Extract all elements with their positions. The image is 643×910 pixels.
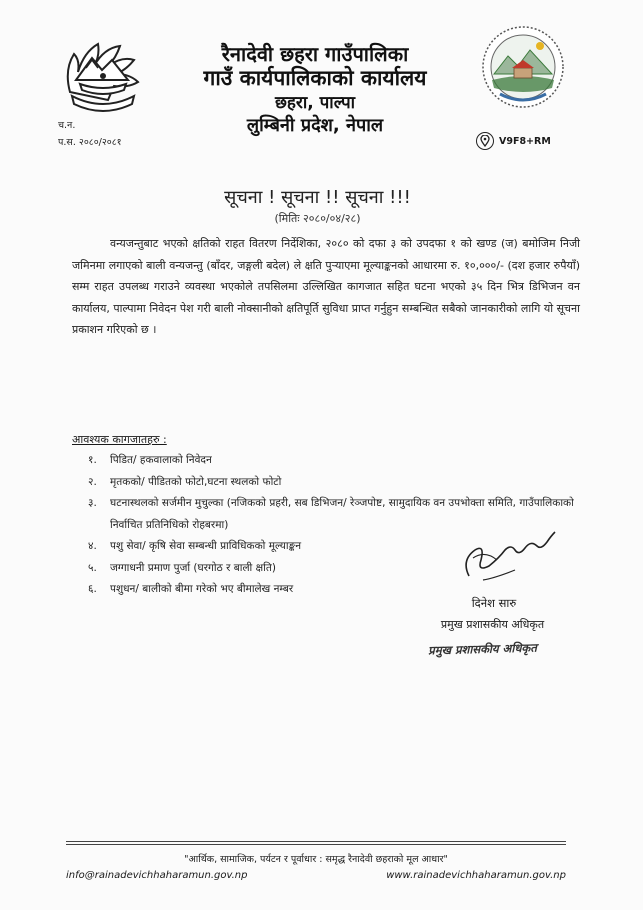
signer-name: दिनेश सारु bbox=[471, 596, 517, 610]
letter-number-label: च.न. bbox=[58, 120, 76, 131]
item-number: १. bbox=[88, 454, 97, 466]
location-pin-icon bbox=[476, 132, 494, 150]
office-name: गाउँ कार्यपालिकाको कार्यालय bbox=[203, 66, 427, 90]
signer-title: प्रमुख प्रशासकीय अधिकृत bbox=[440, 618, 545, 631]
item-text: मृतकको/ पीडितको फोटो,घटना स्थलको फोटो bbox=[110, 475, 282, 488]
municipality-logo-icon bbox=[478, 22, 568, 112]
list-item bbox=[88, 472, 588, 494]
notice-title: सूचना ! सूचना !! सूचना !!! bbox=[224, 187, 411, 208]
plus-code-text: V9F8+RM bbox=[499, 135, 551, 147]
municipality-name: रैनादेवी छहरा गाउँपालिका bbox=[221, 42, 409, 66]
item-text: घटनास्थलको सर्जमीन मुचुल्का (नजिकको प्रहरी, सब डिभिजन/ रेञ्जपोष्ट, सामुदायिक वन उपभोक्ता समिति, गाउँपालिकाको निर्वाचित प्रतिनिधिको रोहबरमा) bbox=[110, 497, 574, 531]
plus-code bbox=[476, 132, 551, 150]
item-number: ५. bbox=[88, 561, 97, 574]
documents-heading: आवश्यक कागजातहरु : bbox=[72, 433, 167, 446]
footer-divider bbox=[66, 841, 566, 842]
footer-divider bbox=[66, 844, 566, 845]
province-country: लुम्बिनी प्रदेश, नेपाल bbox=[246, 115, 384, 136]
item-text: जग्गाधनी प्रमाण पुर्जा (घरगोठ र बाली क्षति) bbox=[110, 561, 276, 574]
item-text: पशुधन/ बालीको बीमा गरेको भए बीमालेख नम्बर bbox=[110, 583, 294, 595]
footer-website: www.rainadevichhaharamun.gov.np bbox=[386, 870, 566, 881]
notice-date: (मितिः २०८०/०४/२८) bbox=[274, 212, 361, 225]
footer-email: info@rainadevichhaharamun.gov.np bbox=[66, 870, 248, 881]
item-number: ३. bbox=[88, 497, 97, 509]
fiscal-year-label: प.स. २०८०/२०८१ bbox=[58, 137, 122, 148]
item-number: ४. bbox=[88, 540, 97, 552]
item-number: ६. bbox=[88, 583, 97, 595]
item-text: पिडित/ हकवालाको निवेदन bbox=[110, 454, 212, 466]
footer-tagline: "आर्थिक, सामाजिक, पर्यटन र पूर्वाधार : समृद्ध रैनादेवी छहराको मूल आधार" bbox=[184, 854, 448, 865]
nepal-emblem-icon bbox=[58, 30, 148, 120]
handwritten-signature bbox=[455, 520, 565, 590]
office-address: छहरा, पाल्पा bbox=[274, 93, 356, 113]
item-number: २. bbox=[88, 475, 97, 488]
notice-body: वन्यजन्तुबाट भएको क्षतिको राहत वितरण निर्देशिका, २०८० को दफा ३ को उपदफा १ को खण्ड (ज) बमोजिम निजी जमिनमा लगाएको बाली वन्यजन्तु (बाँदर, जङ्गली बदेल) ले क्षति पुऱ्याएमा मूल्याङ्कनको आधारमा रु. १०,०००/- (दश हजार रुपैयाँ) सम्म राहत उपलब्ध गराउने व्यवस्था भएकोले तपसिलमा उल्लिखित कागजात सहित घटना भएको ३५ दिन भित्र डिभिजन वन कार्यालय, पाल्पामा निवेदन पेश गरी बाली नोक्सानीको क्षतिपूर्ति सुविधा प्राप्त गर्नुहुन सम्बन्धित सबैको जानकारीको लागि यो सूचना प्रकाशन गरिएको छ । bbox=[72, 237, 580, 336]
official-stamp: प्रमुख प्रशासकीय अधिकृत bbox=[427, 640, 537, 658]
list-item bbox=[88, 450, 588, 472]
item-text: पशु सेवा/ कृषि सेवा सम्बन्धी प्राविधिकको मूल्याङ्कन bbox=[110, 540, 302, 552]
